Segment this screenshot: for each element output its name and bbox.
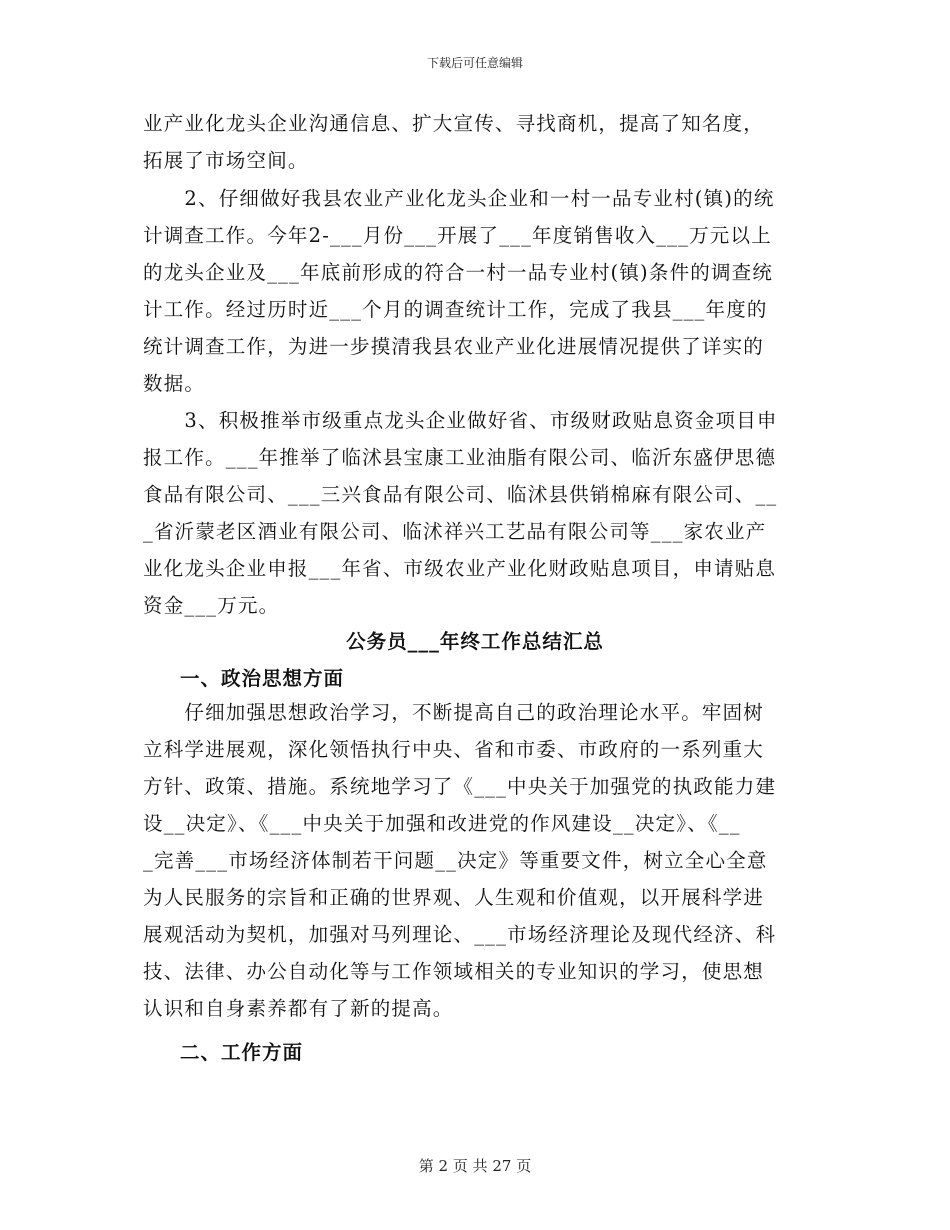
paragraph-4 [143, 694, 817, 1027]
page-header: 下载后可任意编辑 [426, 56, 523, 70]
text-line: 2、仔细做好我县农业产业化龙头企业和一村一品专业村(镇)的统 [143, 187, 775, 210]
text-line: 数据。 [143, 372, 206, 395]
section-heading-work: 二、工作方面 [180, 1041, 304, 1064]
paragraph-1 [143, 105, 817, 179]
page-footer: 第 2 页 共 27 页 [418, 1157, 532, 1175]
text-line: 技、法律、办公自动化等与工作领域相关的专业知识的学习，使思想 [143, 960, 765, 983]
paragraph-2 [143, 180, 817, 402]
text-line: 业化龙头企业申报___年省、市级农业产业化财政贴息项目，申请贴息 [143, 557, 777, 580]
text-line: 计调查工作。今年2-___月份___开展了___年度销售收入___万元以上 [143, 224, 772, 247]
document-title: 公务员___年终工作总结汇总 [346, 630, 604, 653]
paragraph-3 [143, 402, 817, 624]
text-line: _省沂蒙老区酒业有限公司、临沭祥兴工艺品有限公司等___家农业产 [143, 520, 767, 543]
text-line: 统计调查工作，为进一步摸清我县农业产业化进展情况提供了详实的 [143, 335, 765, 358]
text-line: 拓展了市场空间。 [143, 149, 309, 172]
text-line: 报工作。___年推举了临沭县宝康工业油脂有限公司、临沂东盛伊思德 [143, 446, 777, 469]
text-line: 认识和自身素养都有了新的提高。 [143, 997, 454, 1020]
section-heading-political: 一、政治思想方面 [180, 667, 345, 690]
text-line: 食品有限公司、___三兴食品有限公司、临沭县供销棉麻有限公司、__ [143, 483, 778, 506]
text-line: 仔细加强思想政治学习，不断提高自己的政治理论水平。牢固树 [143, 701, 765, 724]
text-line: 立科学进展观，深化领悟执行中央、省和市委、市政府的一系列重大 [143, 738, 765, 761]
text-line: 方针、政策、措施。系统地学习了《___中央关于加强党的执政能力建 [143, 775, 777, 798]
text-line: 为人民服务的宗旨和正确的世界观、人生观和价值观，以开展科学进 [143, 886, 765, 909]
text-line: 计工作。经过历时近___个月的调查统计工作，完成了我县___年度的 [143, 298, 768, 321]
text-line: _完善___市场经济体制若干问题__决定》等重要文件，树立全心全意 [143, 849, 768, 872]
text-line: 展观活动为契机，加强对马列理论、___市场经济理论及现代经济、科 [143, 923, 777, 946]
text-line: 业产业化龙头企业沟通信息、扩大宣传、寻找商机，提高了知名度， [143, 112, 765, 135]
text-line: 设__决定》、《___中央关于加强和改进党的作风建设__决定》、《__ [143, 812, 741, 835]
text-line: 的龙头企业及___年底前形成的符合一村一品专业村(镇)条件的调查统 [143, 261, 774, 284]
text-line: 3、积极推举市级重点龙头企业做好省、市级财政贴息资金项目申 [143, 409, 778, 432]
text-line: 资金___万元。 [143, 594, 280, 617]
